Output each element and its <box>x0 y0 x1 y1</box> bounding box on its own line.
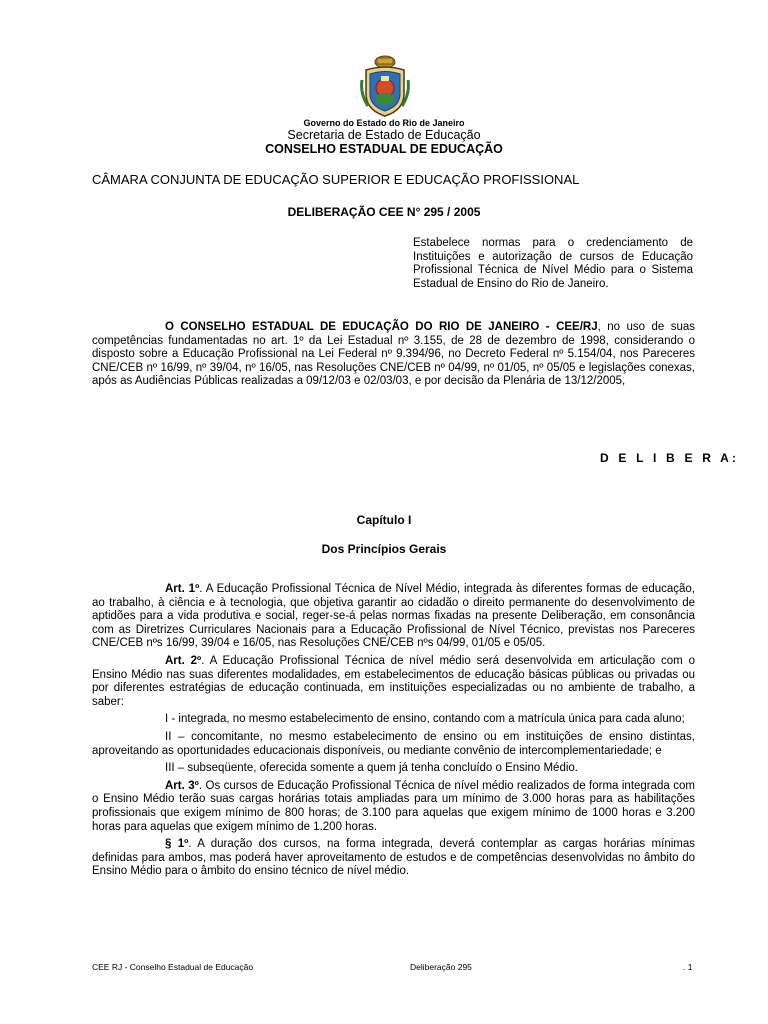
chapter-number: Capítulo I <box>356 513 412 527</box>
secretariat-name: Secretaria de Estado de Educação <box>287 128 481 142</box>
delibera-heading: D E L I B E R A: <box>600 451 740 465</box>
preamble-text: , no uso de suas competências fundamentadas no art. 1º da Lei Estadual nº 3.155, de 28 de dezembro de 1998, considerando o disposto sobre a Educação Profissional na Lei Federal nº 9.394/96, no Decreto Federal nº 5.154/04, nos Pareceres CNE/CEB nº 16/99, nº 39/04, nº 16/05, nas Resoluções CNE/CEB nº 04/99, nº 01/05, nº 05/05 e legislações conexas, após as Audiências Públicas realizadas a 09/12/03 e 02/03/03, e por decisão da Plenária de 13/12/2005, <box>92 321 695 388</box>
ementa-summary: Estabelece normas para o credenciamento de Instituições e autorização de cursos de Educação Profissional Técnica de Nível Médio para o Sistema Estadual de Ensino do Rio de Janeiro. <box>413 237 693 290</box>
article-1 <box>92 583 695 651</box>
preamble-bold: O CONSELHO ESTADUAL DE EDUCAÇÃO DO RIO DE JANEIRO - CEE/RJ <box>165 321 598 333</box>
article-2 <box>92 655 695 709</box>
article-2-label: Art. 2º <box>165 654 202 667</box>
article-2-item-1: I - integrada, no mesmo estabelecimento de ensino, contando com a matrícula única para cada aluno; <box>165 713 685 726</box>
chamber-title: CÂMARA CONJUNTA DE EDUCAÇÃO SUPERIOR E EDUCAÇÃO PROFISSIONAL <box>92 172 580 187</box>
article-3-label: Art. 3º <box>165 779 199 792</box>
council-name: CONSELHO ESTADUAL DE EDUCAÇÃO <box>265 142 503 156</box>
government-name: Governo do Estado do Rio de Janeiro <box>303 118 465 128</box>
deliberation-title: DELIBERAÇÃO CEE N° 295 / 2005 <box>287 205 481 219</box>
chapter-title: Dos Princípios Gerais <box>321 542 447 556</box>
state-coat-of-arms-icon <box>358 54 412 118</box>
article-1-text: . A Educação Profissional Técnica de Nível Médio, integrada às diferentes formas de educação, ao trabalho, à ciência e à tecnologia, que objetiva garantir ao cidadão o direito permanente do desenvolvimento de aptidões para a vida produtiva e social, reger-se-á pelas normas fixadas na presente Deliberação, em consonância com as Diretrizes Curriculares Nacionais para a Educação Profissional de Nível Técnico, previstas nos Pareceres CNE/CEB nºs 16/99, 39/04 e 16/05, nas Resoluções CNE/CEB nºs 04/99, 01/05 e 05/05. <box>92 583 695 650</box>
articles-section <box>92 583 695 883</box>
footer-council: CEE RJ - Conselho Estadual de Educação <box>92 962 254 972</box>
article-3-paragraph-1-label: § 1º <box>165 838 189 851</box>
article-3-text: . Os cursos de Educação Profissional Técnica de nível médio realizados de forma integrada com o Ensino Médio terão suas cargas horárias totais ampliadas para um mínimo de 3.000 horas para as habilitações profissionais que exigem mínimo de 800 horas; de 3.100 para aquelas que exigem mínimo de 1000 horas e 3.200 horas para aquelas que exigem mínimo de 1.200 horas. <box>92 779 695 833</box>
article-3-paragraph-1-text: . A duração dos cursos, na forma integrada, deverá contemplar as cargas horárias mínimas definidas para ambos, mas poderá haver aproveitamento de estudos e de competências desenvolvidas no âmbito do Ensino Médio para o âmbito do ensino técnico de nível médio. <box>92 838 695 878</box>
article-2-item-2: II – concomitante, no mesmo estabelecimento de ensino ou em instituições de ensino distintas, aproveitando as oportunidades educacionais disponíveis, ou mediante convênio de intercomplementariedade; e <box>92 730 695 757</box>
article-2-item-3: III – subseqüente, oferecida somente a quem já tenha concluído o Ensino Médio. <box>165 762 578 775</box>
footer-page-number: . 1 <box>683 962 693 972</box>
article-3-paragraph-1 <box>92 838 695 879</box>
article-3 <box>92 780 695 834</box>
preamble-paragraph <box>92 321 695 389</box>
footer-deliberation: Deliberação 295 <box>410 962 472 972</box>
article-2-text: . A Educação Profissional Técnica de nível médio será desenvolvida em articulação com o Ensino Médio nas suas diferentes modalidades, em estabelecimentos de educação básicas públicas ou privadas ou por diferentes estratégias de educação continuada, em instituições especializadas ou no ambiente de trabalho, a saber: <box>92 654 695 708</box>
article-1-label: Art. 1º <box>165 583 200 595</box>
